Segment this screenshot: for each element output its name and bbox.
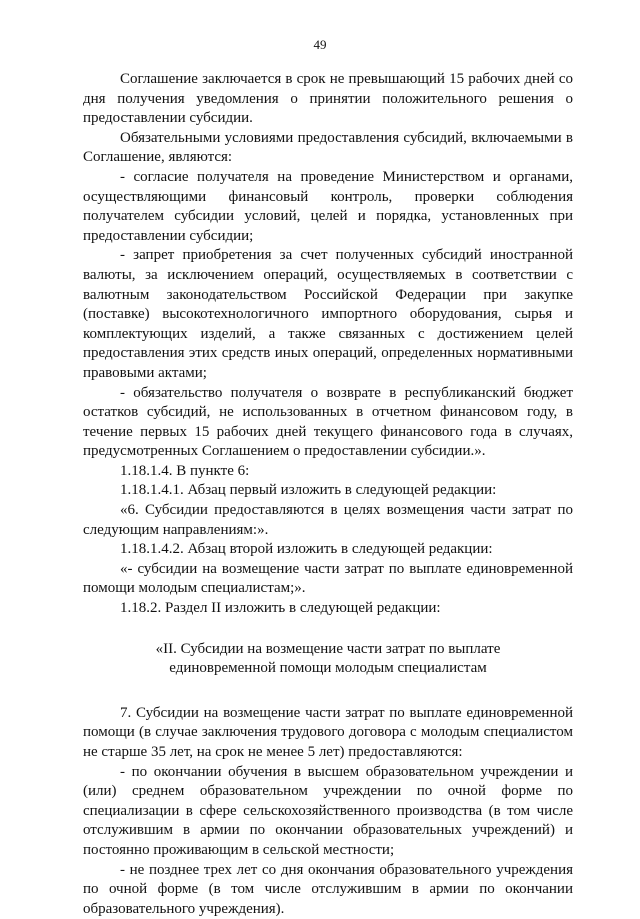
list-item: - по окончании обучения в высшем образовательном учреждении и (или) среднем образовательном учреждении по очной форме по специализации в сфере сельскохозяйственного производства (в том числе отслужившим в армии по окончании образовательных учреждений) и постоянно проживающим в сельской местности; [83,763,573,858]
paragraph: Соглашение заключается в срок не превышающий 15 рабочих дней со дня получения уведомления о принятии положительного решения о предоставлении субсидии. [83,71,573,127]
list-item: - обязательство получателя о возврате в республиканский бюджет остатков субсидий, не использованных в отчетном финансовом году, в течение первых 15 рабочих дней текущего финансового года в случаях, предусмотренных Соглашением о предоставлении субсидии.». [83,384,573,460]
list-item: - согласие получателя на проведение Министерством и органами, осуществляющими финансовый контроль, проверки соблюдения получателем субсидии условий, целей и порядка, установленных при предоставлении субсидии; [83,168,573,244]
paragraph: «- субсидии на возмещение части затрат по выплате единовременной помощи молодым специалистам;». [83,560,573,597]
paragraph: 1.18.1.4.2. Абзац второй изложить в следующей редакции: [120,541,493,558]
paragraph: «6. Субсидии предоставляются в целях возмещения части затрат по следующим направлениям:». [83,502,573,538]
section-heading [83,640,573,679]
section-heading-line: единовременной помощи молодым специалистам [169,660,487,677]
list-item: - не позднее трех лет со дня окончания образовательного учреждения по очной форме (в том числе отслужившим в армии по окончании образовательного учреждения). [83,861,573,917]
paragraph: Обязательными условиями предоставления субсидий, включаемыми в Соглашение, являются: [83,129,573,166]
list-item: - запрет приобретения за счет полученных субсидий иностранной валюты, за исключением операций, осуществляемых в соответствии с валютным законодательством Российской Федерации при закупке (поставке) высокотехнологичного импортного оборудования, сырья и комплектующих изделий, а также связанных с достижением целей предоставления этих средств иных операций, определенных нормативными правовыми актами; [83,247,573,381]
section-heading-line: «II. Субсидии на возмещение части затрат по выплате [155,640,501,657]
paragraph: 7. Субсидии на возмещение части затрат по выплате единовременной помощи (в случае заключения трудового договора с молодым специалистом не старше 35 лет, на срок не менее 5 лет) предоставляются: [83,704,573,760]
paragraph: 1.18.1.4. В пункте 6: [120,462,250,479]
document-body [83,70,573,919]
paragraph: 1.18.1.4.1. Абзац первый изложить в следующей редакции: [120,482,497,499]
page-number: 49 [313,37,327,52]
paragraph: 1.18.2. Раздел II изложить в следующей редакции: [120,600,441,617]
